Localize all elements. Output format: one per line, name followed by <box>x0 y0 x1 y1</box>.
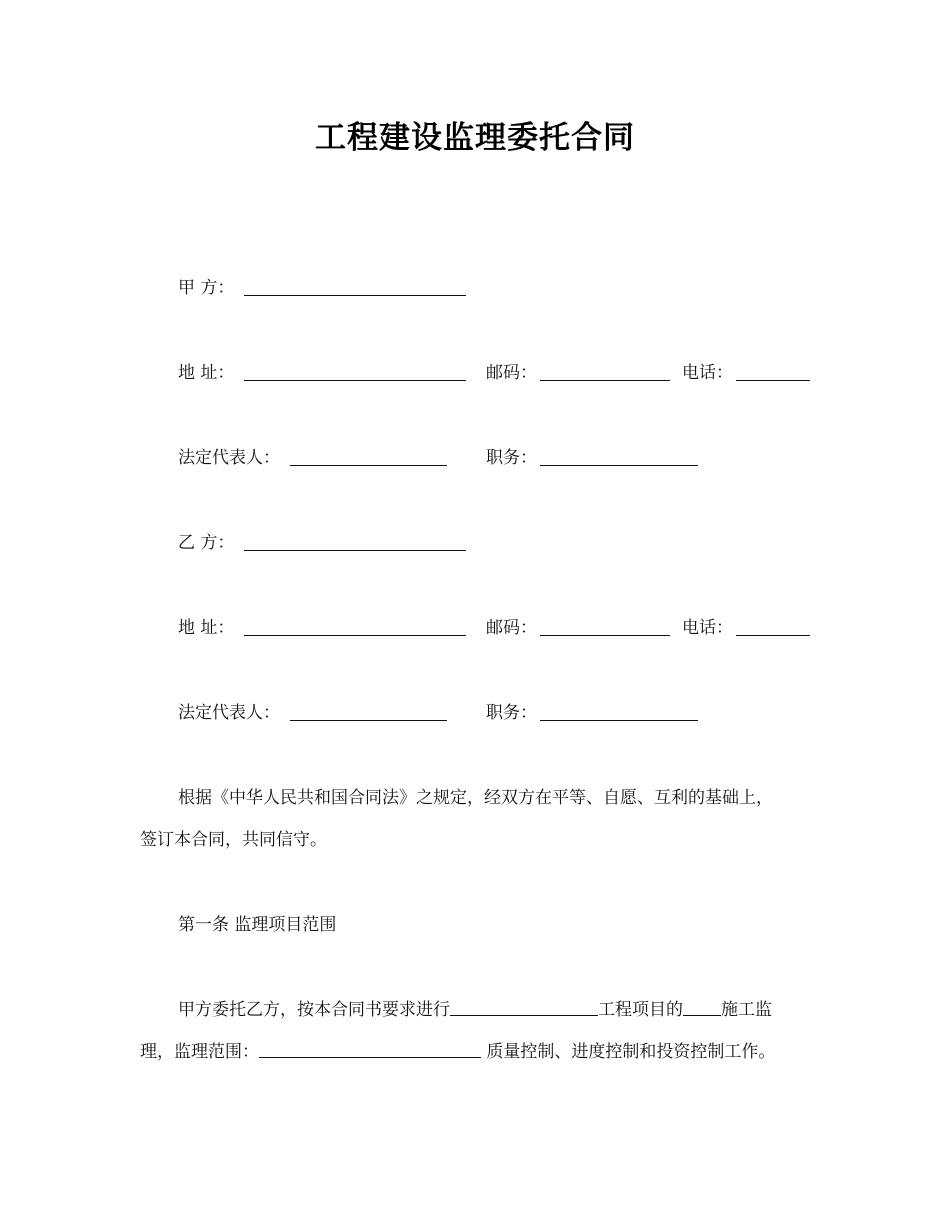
party-a-name-blank[interactable] <box>244 295 466 296</box>
supervision-type-blank[interactable] <box>683 999 721 1016</box>
article-1-text-d: 理，监理范围： <box>140 1042 259 1062</box>
project-name-blank[interactable] <box>450 999 598 1016</box>
party-b-position-label: 职务： <box>486 703 537 723</box>
article-1-line-2 <box>140 1040 820 1064</box>
preamble-line-1: 根据《中华人民共和国合同法》之规定，经双方在平等、自愿、互利的基础上， <box>178 788 773 808</box>
party-b-address-blank[interactable] <box>244 635 466 636</box>
party-a-position-label: 职务： <box>486 448 537 468</box>
party-b-postcode-label: 邮码： <box>486 618 537 638</box>
party-b-phone-label: 电话： <box>682 618 733 638</box>
article-1-line-1 <box>140 998 858 1022</box>
party-a-postcode-blank[interactable] <box>540 380 670 381</box>
document-title: 工程建设监理委托合同 <box>315 120 635 156</box>
party-a-address-label: 地 址： <box>178 363 235 383</box>
party-a-rep-blank[interactable] <box>290 465 447 466</box>
party-a-name-label: 甲 方： <box>178 278 235 298</box>
party-a-rep-label: 法定代表人： <box>178 448 280 468</box>
article-1-text-b: 工程项目的 <box>598 1000 683 1020</box>
party-b-rep-blank[interactable] <box>290 720 447 721</box>
party-b-address-label: 地 址： <box>178 618 235 638</box>
article-1-text-e: 质量控制、进度控制和投资控制工作。 <box>481 1042 776 1062</box>
party-a-postcode-label: 邮码： <box>486 363 537 383</box>
party-b-name-label: 乙 方： <box>178 533 235 553</box>
party-b-name-blank[interactable] <box>244 550 466 551</box>
party-b-postcode-blank[interactable] <box>540 635 670 636</box>
preamble-line-2: 签订本合同，共同信守。 <box>140 830 327 850</box>
party-a-position-blank[interactable] <box>540 465 698 466</box>
party-b-phone-blank[interactable] <box>736 635 810 636</box>
party-b-position-blank[interactable] <box>540 720 698 721</box>
party-b-rep-label: 法定代表人： <box>178 703 280 723</box>
article-1-heading: 第一条 监理项目范围 <box>178 915 337 935</box>
supervision-scope-blank[interactable] <box>259 1041 481 1058</box>
article-1-text-a: 甲方委托乙方，按本合同书要求进行 <box>178 1000 450 1020</box>
party-a-address-blank[interactable] <box>244 380 466 381</box>
party-a-phone-label: 电话： <box>682 363 733 383</box>
article-1-text-c: 施工监 <box>721 1000 772 1020</box>
party-a-phone-blank[interactable] <box>736 380 810 381</box>
